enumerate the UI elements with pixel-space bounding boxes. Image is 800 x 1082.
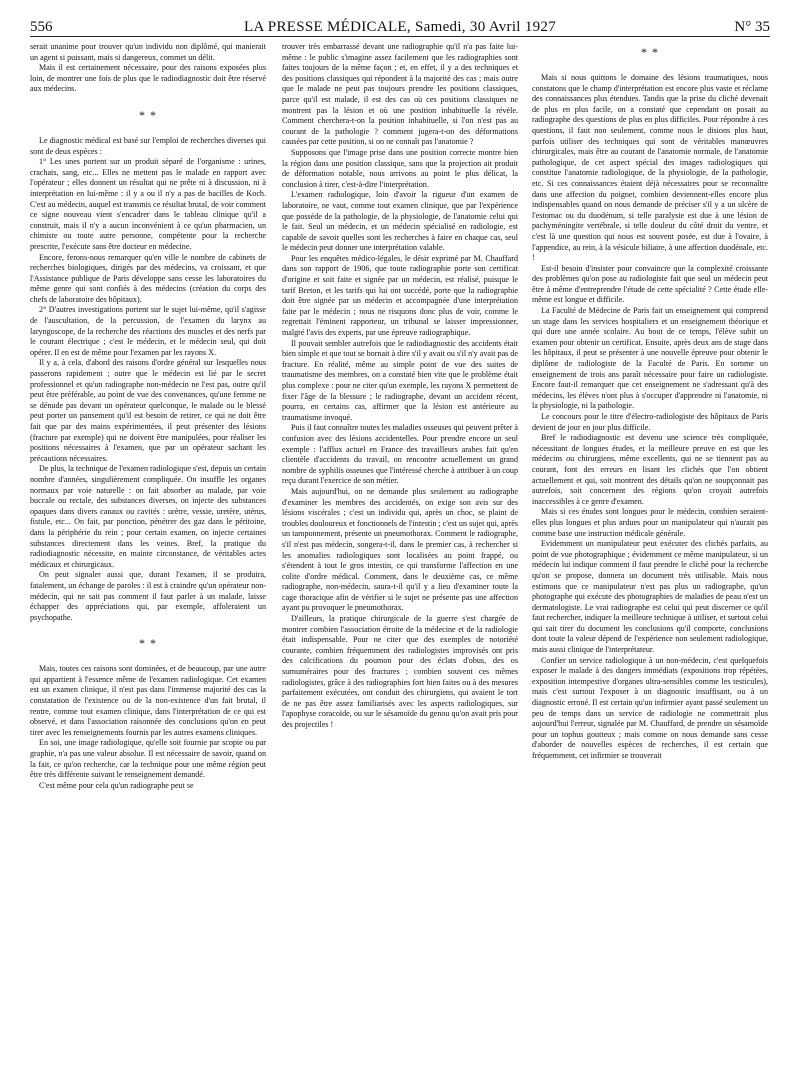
paragraph: Mais aujourd'hui, on ne demande plus seulement au radiographe d'examiner les membres des accidentés, on exige son avis sur des lésions viscérales ; c'est un individu qui, après un choc, se plaint de troubles douloureux et fonctionnels de l'intestin ; c'est un sujet qui, après un tamponnement, présente un pneumothorax. Comment le radiographe, s'il n'est pas médecin, songera-t-il, dans le premier cas, à rechercher si les anomalies radiologiques sont localisées au point frappé, ou s'étendent à tout le gros intestin, ce qui transforme l'affection en une colite d'ordre médical. Comment, dans le deuxième cas, ce même radiographe, non-médecin, saura-t-il qu'il y a lieu d'examiner toute la cage thoracique afin de vérifier si le sujet ne présente pas une affection ayant pu provoquer le pneumothorax. — [282, 486, 518, 613]
paragraph: 1° Les unes portent sur un produit séparé de l'organisme : urines, crachats, sang, etc... Elles ne mettent pas le malade en rapport avec l'opérateur ; elles donnent un résultat qui ne prête ni à discussion, ni à interprétation en lui-même : il y a ou il n'y a pas de bacilles de Koch. C'est au médecin, auquel est transmis ce résultat brutal, de voir comment ce signe nouveau vient s'encadrer dans le tableau clinique qu'il a construit, mais il n'y a aucun inconvénient à ce qu'un pharmacien, un chimiste ou toute autre personne, compétente pour la recherche prescrite, l'exécute sans être docteur en médecine. — [30, 157, 266, 251]
paragraph: En soi, une image radiologique, qu'elle soit fournie par scopie ou par graphie, n'a pas une valeur absolue. Il est nécessaire de savoir, quand on la fait, ce qu'on recherche, car la technique pour une même région peut être très différente suivant le renseignement demandé. — [30, 738, 266, 780]
paragraph: Encore, ferons-nous remarquer qu'en ville le nombre de cabinets de recherches biologiques, dirigés par des médecins, va croissant, et que l'Assistance publique de Paris développe sans cesse les laboratoires du même genre qui sont confiés à des médecins (création du corps des chefs de laboratoire des hôpitaux). — [30, 252, 266, 304]
paragraph: Est-il besoin d'insister pour convaincre que la complexité croissante des problèmes qu'on pose au radiologiste fait que seul un médecin peut être à même d'entreprendre l'étude de cette spécialité ? Cette étude elle-même est longue et difficile. — [532, 263, 768, 305]
issue-number: N° 35 — [734, 19, 770, 35]
paragraph: Mais si nous quittons le domaine des lésions traumatiques, nous constatons que le champ d'interprétation est encore plus vaste et réclame des connaissances plus étendues. Tandis que la prise du cliché devenait de plus en plus facile, on a constaté que cependant on posait au radiographe des questions de plus en plus difficiles. Pour répondre à ces questions, il faut non seulement, comme nous le disions plus haut, parfois utiliser des techniques qui sont de véritables manœuvres chirurgicales, mais être au courant de l'anatomie normale, de l'anatomie pathologique, de cet aspect spécial des images radiologiques qui constitue l'anatomie radiologique, de la physiologie, de la pathologie, etc. Si ces connaissances étaient déjà nécessaires pour se reconnaître dans une affection du poignet, combien deviennent-elles encore plus indispensables quand on nous demande de préciser s'il y a un ulcère de l'estomac ou du duodénum, si telle paralysie est due à une lésion de pachyméningite vertébrale, si telle douleur du côté droit du ventre, et c'est là une question qui nous est souvent posée, est due à l'ovaire, à l'appendice, au rein, à la vésicule biliaire, à une affection duodénale, etc. ! — [532, 73, 768, 263]
journal-title: LA PRESSE MÉDICALE, Samedi, 30 Avril 1927 — [243, 19, 557, 35]
paragraph: Le concours pour le titre d'électro-radiologiste des hôpitaux de Paris devient de jour en jour plus difficile. — [532, 412, 768, 432]
paragraph: C'est même pour cela qu'un radiographe peut se — [39, 780, 194, 790]
page-number: 556 — [30, 19, 53, 35]
section-separator: * * — [641, 45, 659, 59]
paragraph: Mais, toutes ces raisons sont dominées, et de beaucoup, par une autre qui appartient à l'essence même de l'examen radiologique. Cet examen est un examen clinique, il n'est pas dans l'immense majorité des cas la constatation de l'existence ou de la non-existence d'un fait brutal, il rentre, comme tout examen clinique, dans l'interprétation de ce qui est observé, et dans l'association raisonnée des conclusions qu'on en peut tirer avec les renseignements fournis par les autres examens cliniques. — [30, 664, 266, 737]
paragraph: D'ailleurs, la pratique chirurgicale de la guerre s'est chargée de montrer combien l'association étroite de la médecine et de la radiologie était indispensable. Pour ne citer que des exemples de notoriété courante, combien fréquemment des radiologistes improvisés ont pris des calcifications du poumon pour des éclats d'obus, des os surnuméraires pour des fractures ; combien souvent ces mêmes radiologistes, grâce à des radiographies fort bien faites ou à des mesures parfaitement exécutées, ont conduit des chirurgiens, qui avaient le tort de ne pas être assez familiarisés avec les aspects radiologiques, sur l'apophyse coracoïde, ou sur le sésamoïde du genou qu'on avait pris pour des projectiles ! — [282, 614, 518, 729]
paragraph: Le diagnostic médical est basé sur l'emploi de recherches diverses qui sont de deux espèces : — [30, 135, 266, 156]
paragraph: trouver très embarrassé devant une radiographie qu'il n'a pas faite lui-même : le public s'imagine assez facilement que les radiographies sont faites toujours de la même façon ; et, en effet, il y a des techniques et des positions classiques qui répondent à la majorité des cas ; mais outre que le malade ne peut pas toujours prendre les positions classiques, parce qu'il est malade, il est des cas où ces positions classiques ne montrent pas la lésion et où une position inhabituelle la révèle. Comment cherchera-t-on la position inhabituelle, si l'on n'est pas au courant de la pathologie ? comment jugera-t-on des déformations causées par cette position, si on ne connaît pas l'anatomie ? — [282, 42, 518, 147]
paragraph: Il pouvait sembler autrefois que le radiodiagnostic des accidents était bien simple et que tout se bornait à dire s'il y avait ou s'il n'y avait pas de fracture. En réalité, même au simple point de vue des suites de traumatisme des membres, on a constaté bien vite que le problème était plus complexe : pour ne citer qu'un exemple, les rayons X permettent de fixer l'âge de la blessure ; le radiographe, devant un accident récent, pourra, en certains cas, affirmer que la lésion est antérieure au traumatisme invoqué. — [282, 338, 518, 422]
section-separator: * * — [139, 107, 157, 122]
paragraph: Pour les enquêtes médico-légales, le désir exprimé par M. Chauffard dans son rapport de 1906, que toute radiographie porte son certificat d'origine et soit faite et signée par un médecin, est réalisé, puisque le tarif Breton, et les tarifs qui lui ont succédé, porte que la radiographie doit être signée par un médecin et accompagnée d'une interprétation faite par le médecin ; nous ne risquons donc plus de voir, comme le regrettait l'éminent rapporteur, un tribunal se laisser impressionner, malgré l'avis des experts, par une épreuve radiographique. — [282, 253, 518, 338]
paragraph: 2° D'autres investigations portent sur le sujet lui-même, qu'il s'agisse de l'auscultation, de la percussion, de l'examen du larynx au laryngoscope, de la recherche des réactions des muscles et des nerfs par le courant électrique ; c'est le médecin, et le médecin seul, qui doit opérer. Il en est de même pour l'examen par les rayons X. — [30, 305, 266, 357]
column-2 — [282, 42, 518, 1070]
section-separator: * * — [139, 636, 157, 651]
paragraph: L'examen radiologique, loin d'avoir la rigueur d'un examen de laboratoire, ne vaut, comme tout examen clinique, que par l'expérience que possède de la pathologie, de la physiologie, de l'anatomie celui qui le fait. Seul un médecin, et un médecin spécialisé en radiologie, est capable de savoir quelles sont les recherches à faire en chaque cas, seul le médecin peut donner une interprétation valable. — [282, 190, 518, 253]
paragraph: De plus, la technique de l'examen radiologique s'est, depuis un certain nombre d'années, singulièrement compliquée. On insuffle les organes normaux par voie naturelle : on fait absorber au malade, par voie buccale ou rectale, des substances diverses, on injecte des substances opaques dans divers canaux ou cavités : urètre, vessie, uretère, utérus, fistule, etc... On fait, par ponction, pénétrer des gaz dans le péritoine, dans la périphérie du rein ; pour certain examen, on injecte certaines substances directement dans les veines. Bref, la pratique du radiodiagnostic nécessite, en mainte circonstance, de véritables actes médicaux et chirurgicaux. — [30, 464, 266, 569]
column-1 — [30, 42, 266, 1070]
paragraph: Puis il faut connaître toutes les maladies osseuses qui peuvent prêter à confusion avec des lésions accidentelles. Pour prendre encore un seul exemple : l'afflux actuel en France des travailleurs arabes fait qu'en clientèle d'accidents du travail, on rencontre actuellement un grand nombre de syphilis osseuses que l'intéressé cherche à attribuer à un coup reçu durant l'exercice de son métier. — [282, 423, 518, 486]
page-header — [30, 10, 770, 37]
paragraph: Mais si ces études sont longues pour le médecin, combien seraient-elles plus longues et plus ardues pour un manipulateur qui n'aurait pas comme base une instruction médicale générale. — [532, 507, 768, 538]
paragraph: On peut signaler aussi que, durant l'examen, il se produira, fatalement, un échange de paroles : il est à craindre qu'un opérateur non-médecin, qui ne sait pas comment il faut parler à un malade, laisse échapper des appréciations qui, par exemple, affoleraient un psychopathe. — [30, 570, 266, 622]
paragraph: Evidemment un manipulateur peut exécuter des clichés parfaits, au point de vue photographique ; évidemment ce même manipulateur, si un médecin lui indique comment il faut prendre le cliché pour la recherche qu'on se propose, donnera un document très utilisable. Mais nous estimons que ce manipulateur n'est pas plus un radiographe, qu'un photographe qui exécute des photographies de maladies de peau n'est un dermatologiste. Le vrai radiographe est celui qui peut discerner ce qu'il faut rechercher, indiquer la meilleure technique à utiliser, et surtout celui qui sait tirer du document les conclusions qu'il comporte, conclusions dont toute la valeur dépend de l'expérience non seulement radiologique, mais aussi clinique de l'interprétateur. — [532, 539, 768, 655]
column-3 — [532, 42, 768, 1070]
paragraph: Il y a, à cela, d'abord des raisons d'ordre général sur lesquelles nous passerons rapidement ; outre que le médecin est lié par le secret professionnel et qu'un radiographe non-médecin ne l'est pas, outre qu'il peut être préférable, au point de vue des convenances, qu'une femme ne se dénude pas devant un opérateur quelconque, le malade ou le blessé peut porter un pansement qu'il est besoin de retirer, ce qui ne doit être fait que par des mains expérimentées, il peut présenter des lésions (fracture par exemple) qui ne doivent être manipulées, pour réaliser les positions nécessaires à l'examen, que par un opérateur sachant les précautions nécessaires. — [30, 358, 266, 463]
paragraph: Confier un service radiologique à un non-médecin, c'est quelquefois exposer le malade à des dangers immédiats (expositions trop répétées, exposition intempestive d'organes ultra-sensibles comme les testicules), mais c'est surtout l'exposer à un diagnostic insuffisant, ou à un diagnostic erroné. Il est certain qu'un infirmier ayant passé seulement un peu de temps dans un service de radiologie ne commettrait plus aujourd'hui l'erreur, signalée par M. Chauffard, de prendre un sésamoïde pour un tophus goutteux ; mais comme on nous demande sans cesse d'aborder de nouvelles espèces de recherches, il est certain que fréquemment, cet infirmier se trouverait — [532, 655, 768, 760]
paragraph: Supposons que l'image prise dans une position correcte montre bien la région dans une position classique, sans que la projection ait produit de déformation notable, nous arrivons au point le plus délicat, la conclusion à tirer, c'est-à-dire l'interprétation. — [282, 147, 518, 189]
paragraph: serait unanime pour trouver qu'un individu non diplômé, qui manierait un agent si puissant, mais si dangereux, commet un délit. — [30, 42, 266, 62]
paragraph: La Faculté de Médecine de Paris fait un enseignement qui comprend un stage dans les services hospitaliers et un enseignement théorique et qui dure une année scolaire. Au bout de ce temps, l'élève subit un examen pour obtenir un certificat. Ensuite, après deux ans de stage dans les hôpitaux, il peut se présenter à une nouvelle épreuve pour obtenir le diplôme de radiologiste de la Faculté de Paris. En somme un enseignement de trois ans paraît nécessaire pour faire un radiologiste. Encore faut-il remarquer que cet enseignement ne s'adressant qu'à des médecins, les élèves n'ont plus à s'occuper d'apprendre ni l'anatomie, ni la physiologie, ni la pathologie. — [532, 306, 768, 411]
paragraph: Bref le radiodiagnostic est devenu une science très compliquée, nécessitant de longues études, et la meilleure preuve en est que les médecins ou chirurgiens, même excellents, qui ne se tiennent pas au courant, font des erreurs en lisant les clichés que l'on obtient actuellement et qui, soit montrent des détails qu'on ne soupçonnait pas autrefois, soit concernent des régions qu'on croyait autrefois inaccessibles à ce genre d'examen. — [532, 433, 768, 506]
paragraph: Mais il est certainement nécessaire, pour des raisons exposées plus loin, de montrer une fois de plus que le radiodiagnostic doit être réservé aux médecins. — [30, 63, 266, 94]
